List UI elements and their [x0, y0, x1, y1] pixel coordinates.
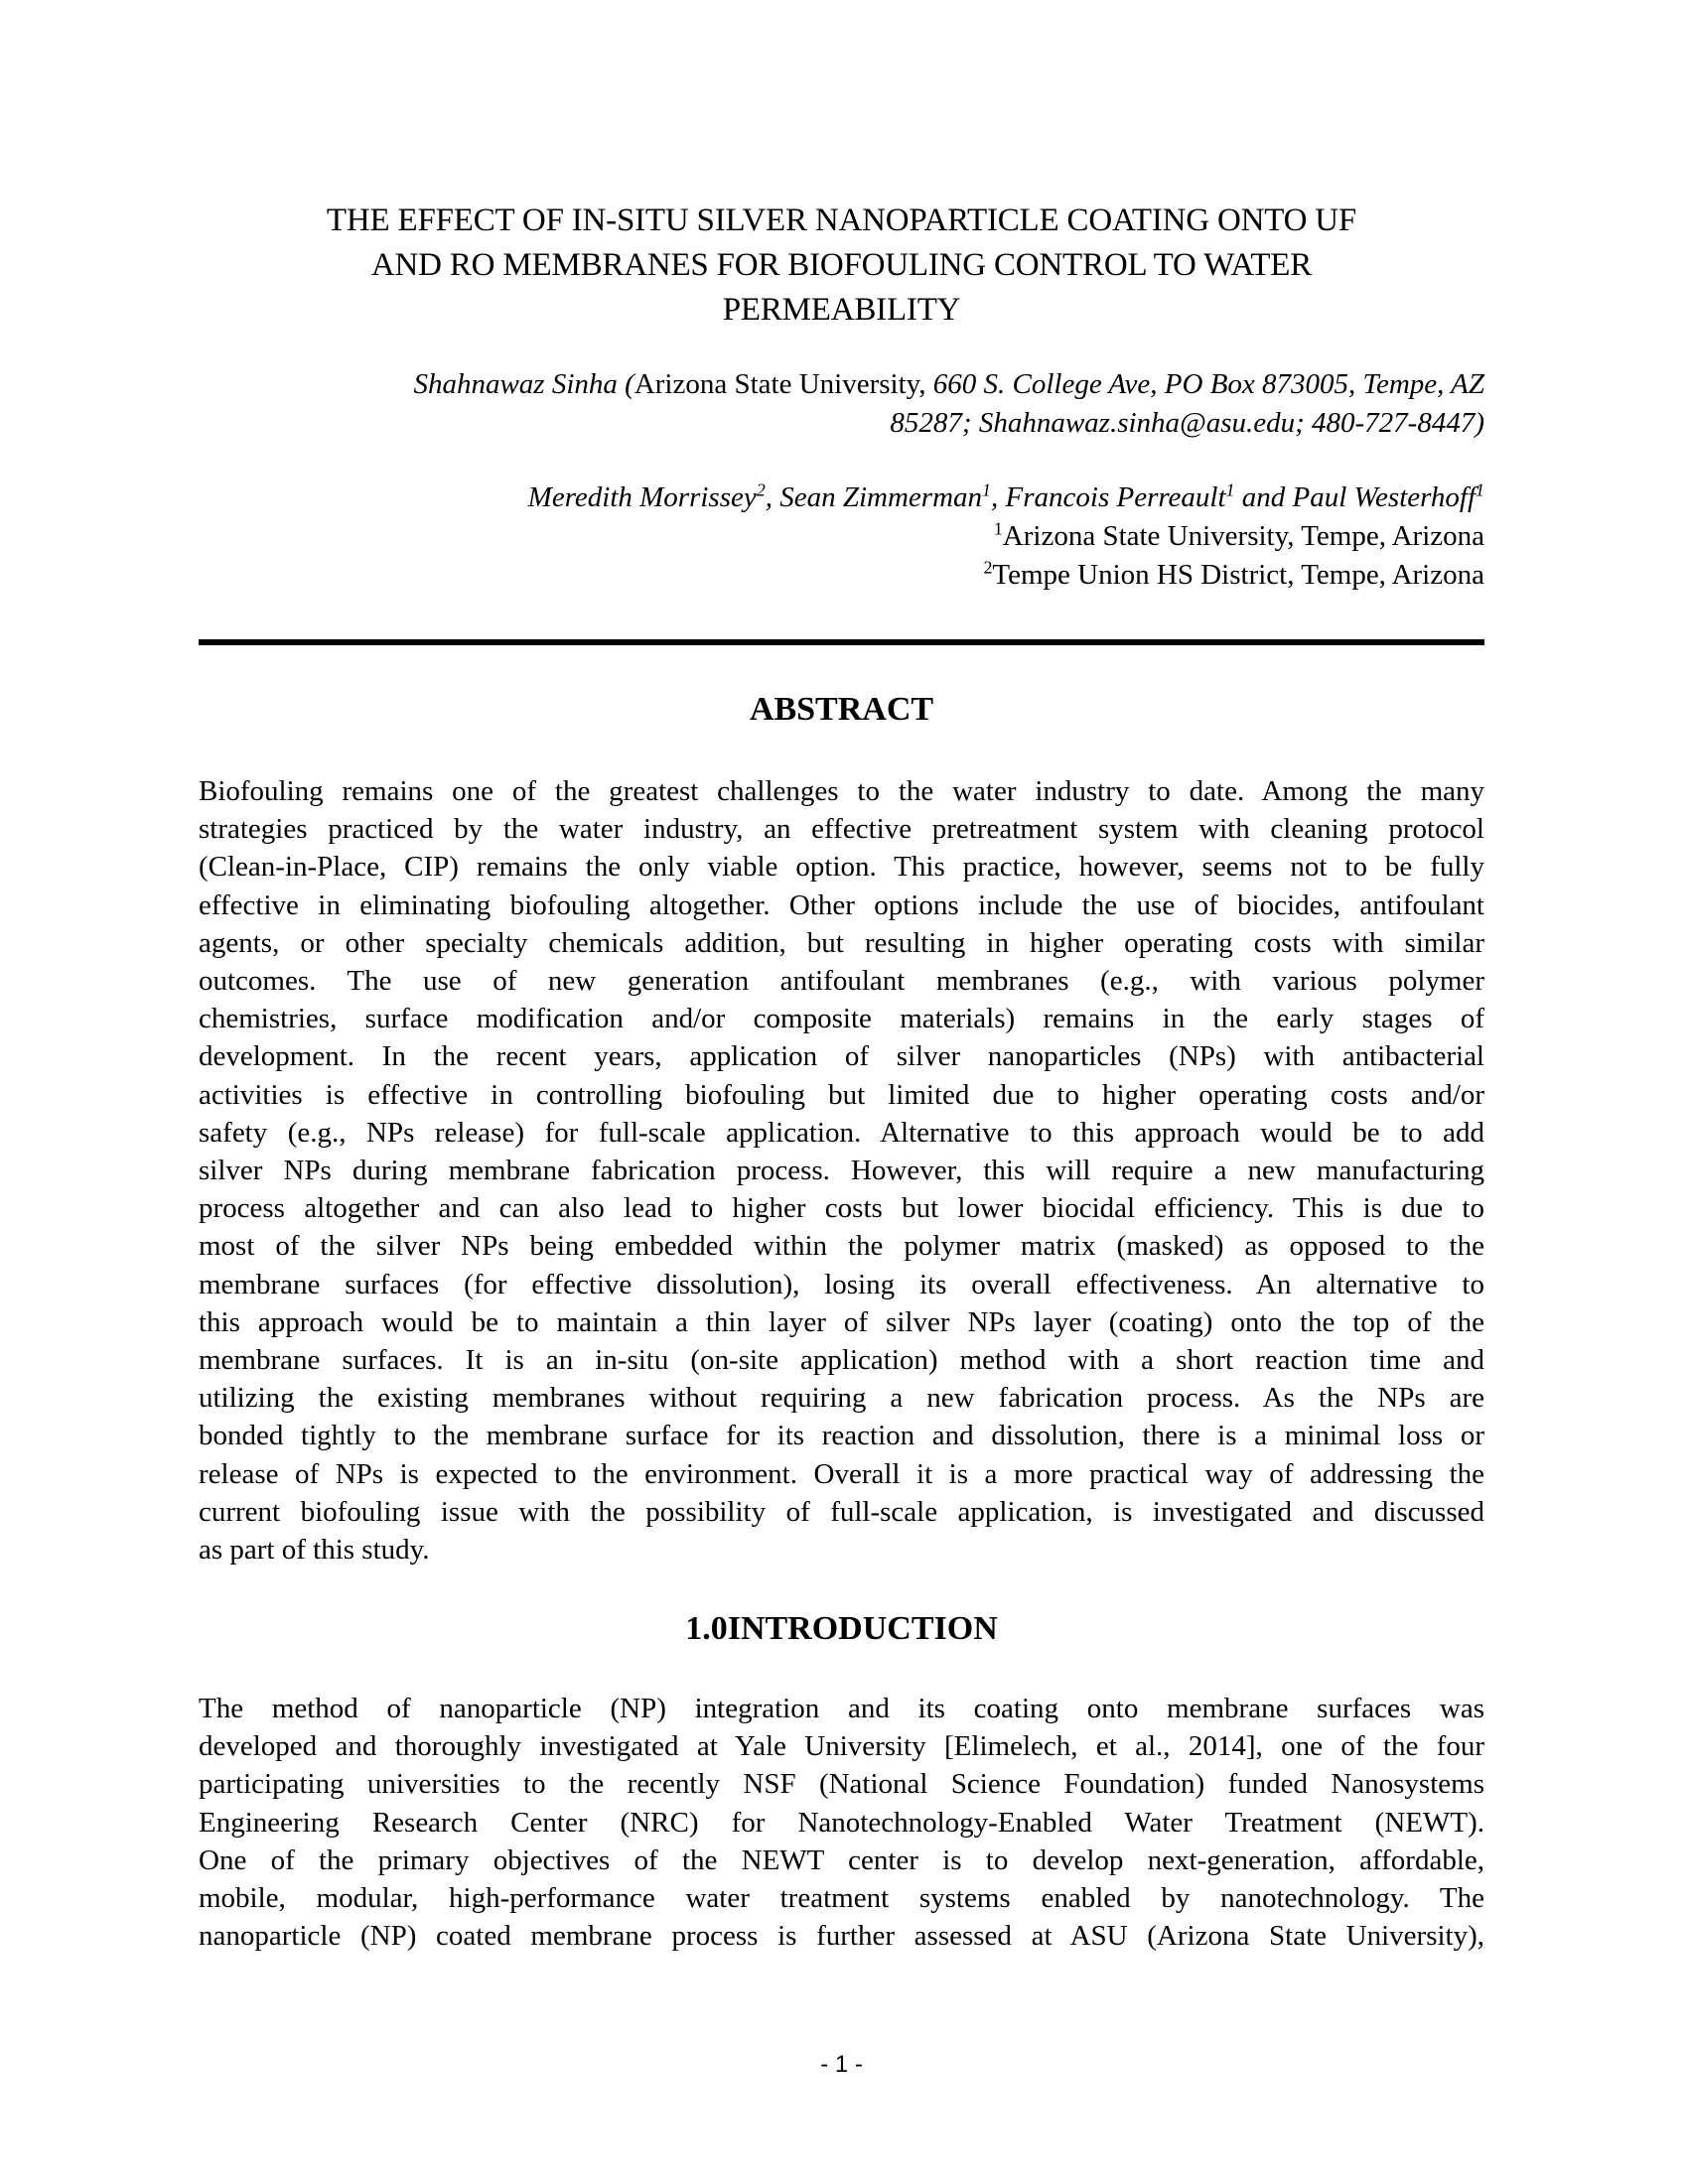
affiliation-text: Arizona State University, Tempe, Arizona — [1002, 520, 1484, 552]
text-line: outcomes. The use of new generation antifoulant membranes (e.g., with various polymer — [199, 965, 1484, 998]
text-line: this approach would be to maintain a thin layer of silver NPs layer (coating) onto the top of the — [199, 1305, 1484, 1338]
title-line: THE EFFECT OF IN-SITU SILVER NANOPARTICLE COATING ONTO UF — [326, 203, 1357, 238]
affiliation-mark: 2 — [756, 479, 766, 500]
corresponding-author-address: 660 S. College Ave, PO Box 873005, Tempe, AZ — [925, 368, 1484, 400]
abstract-body — [199, 772, 1484, 1569]
text-line: participating universities to the recently NSF (National Science Foundation) funded Nanosystems — [199, 1768, 1484, 1801]
corresponding-author-contact: 85287; Shahnawaz.sinha@asu.edu; 480-727-8447) — [890, 407, 1484, 439]
text-line: agents, or other specialty chemicals addition, but resulting in higher operating costs with similar — [199, 926, 1484, 959]
affiliation-mark: 1 — [993, 518, 1003, 539]
coauthor-name: Sean Zimmerman — [779, 481, 983, 513]
coauthors-block — [199, 478, 1484, 595]
author-separator: and — [1234, 481, 1293, 513]
author-separator: , — [765, 481, 780, 513]
text-line: as part of this study. — [199, 1534, 430, 1567]
text-line: most of the silver NPs being embedded within the polymer matrix (masked) as opposed to the — [199, 1230, 1484, 1263]
coauthor-name: Francois Perreault — [1005, 481, 1226, 513]
affiliation — [199, 517, 1484, 556]
text-line: developed and thoroughly investigated at Yale University [Elimelech, et al., 2014], one of the four — [199, 1730, 1484, 1763]
text-line: utilizing the existing membranes without requiring a new fabrication process. As the NPs are — [199, 1382, 1484, 1415]
text-line: bonded tightly to the membrane surface for its reaction and dissolution, there is a minimal loss or — [199, 1420, 1484, 1452]
corresponding-author-block — [199, 365, 1484, 443]
text-line: membrane surfaces (for effective dissolution), losing its overall effectiveness. An alternative to — [199, 1268, 1484, 1300]
corresponding-author-institution: Arizona State University, — [633, 368, 926, 400]
coauthor-name: Paul Westerhoff — [1292, 481, 1477, 513]
text-line: process altogether and can also lead to higher costs but lower biocidal efficiency. This is due to — [199, 1192, 1484, 1225]
abstract-heading: ABSTRACT — [749, 691, 934, 728]
text-line: release of NPs is expected to the environment. Overall it is a more practical way of addressing the — [199, 1457, 1484, 1490]
text-line: current biofouling issue with the possibility of full-scale application, is investigated and discussed — [199, 1495, 1484, 1528]
text-line: The method of nanoparticle (NP) integration and its coating onto membrane surfaces was — [199, 1693, 1484, 1724]
affiliation — [199, 556, 1484, 595]
text-line: activities is effective in controlling biofouling but limited due to higher operating costs and/or — [199, 1078, 1484, 1111]
corresponding-author-name: Shahnawaz Sinha ( — [413, 368, 634, 400]
text-line: Engineering Research Center (NRC) for Nanotechnology-Enabled Water Treatment (NEWT). — [199, 1806, 1484, 1839]
text-line: One of the primary objectives of the NEWT center is to develop next-generation, affordable, — [199, 1843, 1484, 1876]
text-line: membrane surfaces. It is an in-situ (on-site application) method with a short reaction time and — [199, 1344, 1484, 1377]
introduction-heading: 1.0INTRODUCTION — [685, 1610, 998, 1647]
text-line: development. In the recent years, application of silver nanoparticles (NPs) with antibacterial — [199, 1040, 1484, 1073]
page-number: - 1 - — [820, 2051, 863, 2078]
text-line: Biofouling remains one of the greatest challenges to the water industry to date. Among the many — [199, 775, 1484, 807]
affiliation-mark: 1 — [1476, 479, 1484, 500]
author-separator: , — [991, 481, 1006, 513]
text-line: chemistries, surface modification and/or composite materials) remains in the early stages of — [199, 1003, 1484, 1035]
affiliation-mark: 1 — [982, 479, 992, 500]
introduction-body — [199, 1690, 1484, 1955]
header-divider — [199, 639, 1484, 645]
coauthor-list — [199, 478, 1484, 517]
text-line: mobile, modular, high-performance water treatment systems enabled by nanotechnology. The — [199, 1882, 1484, 1915]
paper-title — [199, 199, 1484, 333]
affiliation-mark: 1 — [1225, 479, 1235, 500]
text-line: silver NPs during membrane fabrication process. However, this will require a new manufacturing — [199, 1155, 1484, 1187]
text-line: (Clean-in-Place, CIP) remains the only viable option. This practice, however, seems not to be fully — [199, 851, 1484, 884]
text-line: effective in eliminating biofouling altogether. Other options include the use of biocides, antifoulant — [199, 888, 1484, 921]
title-line: AND RO MEMBRANES FOR BIOFOULING CONTROL TO WATER — [370, 247, 1313, 283]
affiliation-text: Tempe Union HS District, Tempe, Arizona — [992, 559, 1484, 591]
text-line: safety (e.g., NPs release) for full-scale application. Alternative to this approach would be to add — [199, 1116, 1484, 1149]
text-line: nanoparticle (NP) coated membrane process is further assessed at ASU (Arizona State University), — [199, 1920, 1484, 1953]
affiliation-mark: 2 — [983, 557, 993, 578]
coauthor-name: Meredith Morrissey — [527, 481, 757, 513]
text-line: strategies practiced by the water industry, an effective pretreatment system with cleaning protocol — [199, 813, 1484, 846]
title-line: PERMEABILITY — [722, 292, 961, 328]
